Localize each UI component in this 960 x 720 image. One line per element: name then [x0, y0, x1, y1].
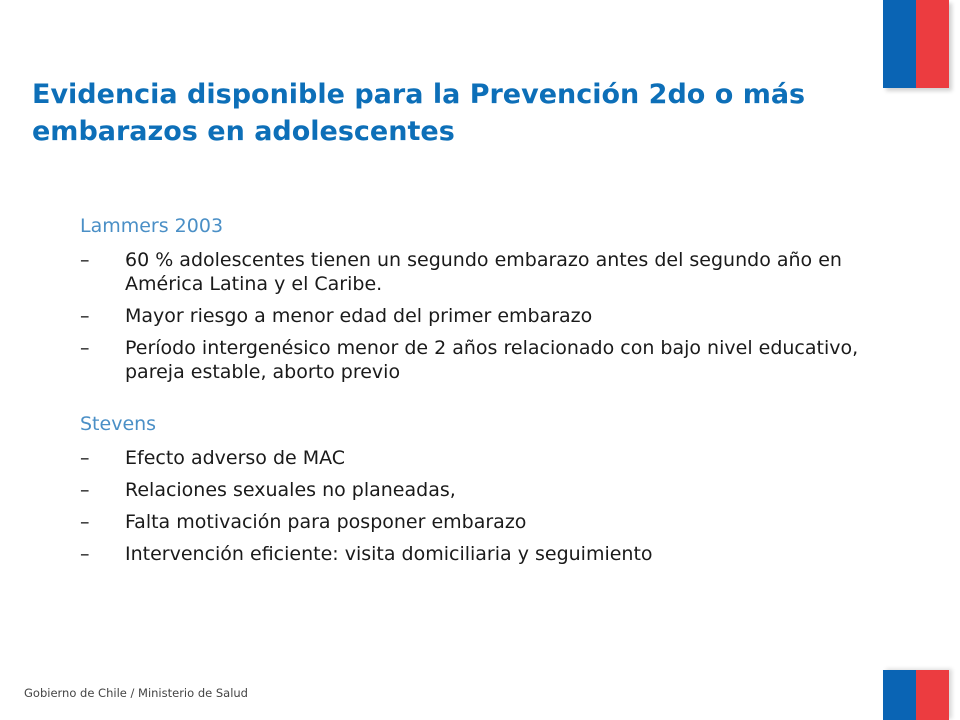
- list-item: [80, 542, 860, 566]
- list-item: [80, 304, 860, 328]
- bullet-text: Mayor riesgo a menor edad del primer embarazo: [125, 305, 593, 327]
- slide-content: [80, 214, 860, 574]
- bullet-list-lammers: [80, 248, 860, 384]
- list-item: [80, 510, 860, 534]
- list-item: [80, 336, 860, 384]
- list-item: [80, 446, 860, 470]
- section-heading-stevens: Stevens: [80, 413, 157, 435]
- bullet-dash: –: [80, 337, 90, 359]
- bullet-dash: –: [80, 511, 90, 533]
- flag-red-stripe: [916, 0, 949, 88]
- flag-blue-stripe: [883, 0, 916, 88]
- bullet-text: Intervención eficiente: visita domiciliaria y seguimiento: [125, 543, 653, 565]
- bullet-dash: –: [80, 479, 90, 501]
- bullet-text: Efecto adverso de MAC: [125, 447, 346, 469]
- bullet-dash: –: [80, 305, 90, 327]
- list-item: [80, 248, 860, 296]
- list-item: [80, 478, 860, 502]
- bullet-text: 60 % adolescentes tienen un segundo embarazo antes del segundo año en América Latina y el Caribe.: [125, 249, 842, 295]
- section-heading-lammers: Lammers 2003: [80, 215, 224, 237]
- bullet-dash: –: [80, 447, 90, 469]
- slide-title: Evidencia disponible para la Prevención 2do o más embarazos en adolescentes: [32, 79, 806, 147]
- bullet-text: Período intergenésico menor de 2 años relacionado con bajo nivel educativo, pareja estable, aborto previo: [125, 337, 859, 383]
- flag-blue-stripe: [883, 670, 916, 720]
- footer-text: Gobierno de Chile / Ministerio de Salud: [24, 686, 248, 700]
- bullet-text: Falta motivación para posponer embarazo: [125, 511, 527, 533]
- bullet-dash: –: [80, 543, 90, 565]
- flag-red-stripe: [916, 670, 949, 720]
- bullet-text: Relaciones sexuales no planeadas,: [125, 479, 456, 501]
- bullet-list-stevens: [80, 446, 860, 566]
- bullet-dash: –: [80, 249, 90, 271]
- flag-logo-top: [883, 0, 949, 88]
- flag-logo-bottom: [883, 670, 949, 720]
